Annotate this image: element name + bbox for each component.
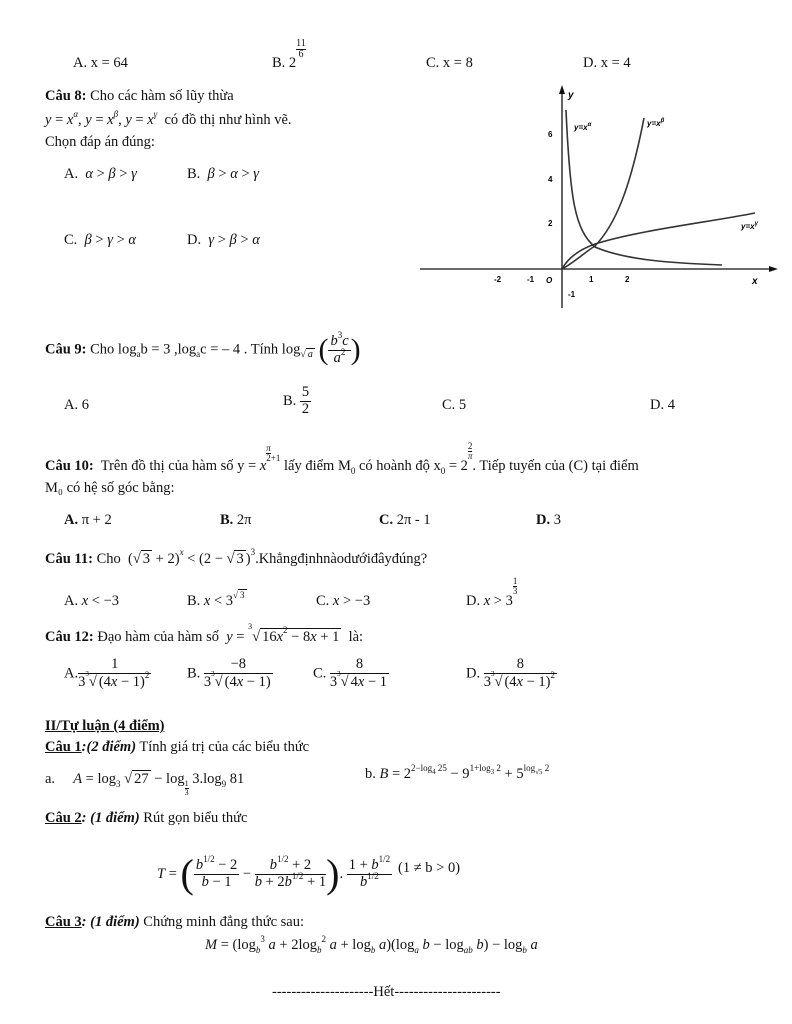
essay-q2-expression: T = ( $\frac{b^{1/2} - 2}{b - 1}$ − $\frac{b^{1/2} + 2}{b + 2b^{1/2} + 1}$ ) . $\frac{1 + b^{1/2}}{b^{1/2}}$ <box>157 851 391 896</box>
y-tick-4: 4 <box>548 175 553 184</box>
q9-answer-a: A. 6 <box>64 397 89 413</box>
q11-stem: Câu 11: Cho (√ 3 + 2)$^x$ < (2 − √ 3 )$^3$.Khẳngđịnhnàodướiđâyđúng? <box>45 547 428 567</box>
x-tick-2: 2 <box>625 275 630 284</box>
q12-answer-d: D. $\frac{8}{3^3√ (4x - 1)^2}$ <box>466 656 555 690</box>
q11-answer-c: C. x > −3 <box>316 593 371 609</box>
q12-answer-c: C. $\frac{8}{3^3√ 4x - 1}$ <box>313 656 388 690</box>
q8-stem: Câu 8: Cho các hàm số lũy thừa <box>45 88 234 104</box>
q10-answer-d: D. 3 <box>536 512 561 528</box>
q11-answer-a: A. x < −3 <box>64 593 120 609</box>
label-beta: $y=x^\beta$ <box>647 118 665 128</box>
y-axis-arrow <box>559 85 565 94</box>
q11-answer-b: B. $x < 3^{√ 3}$ <box>187 590 245 609</box>
y-axis-label: y <box>568 90 574 101</box>
q12-answer-b: B. $\frac{-8}{3^3√ (4x - 1)}$ <box>187 656 271 690</box>
label-alpha: $y=x^\alpha$ <box>574 122 592 132</box>
x-axis-label: x <box>752 276 758 287</box>
footer-end: ---------------------Hết---------------------- <box>272 984 501 1000</box>
q10-stem-line2: M₀ có hệ số góc bằng: <box>45 480 175 496</box>
q7-answer-a: A. x = 64 <box>73 55 128 71</box>
q8-answer-c: C. β > γ > α <box>64 232 136 248</box>
part2-title: II/Tự luận (4 điểm) <box>45 718 165 734</box>
q8-answer-d: D. γ > β > α <box>187 232 260 248</box>
x-tick-neg2: -2 <box>494 275 502 284</box>
q11-answer-d: D. x > 3 $\frac{1}{3}$ <box>466 576 518 609</box>
essay-q1a: a. $A = \log_3$ √ 27 − log $\frac{1}{3}$ $3.\log_9$ 81 <box>45 771 245 797</box>
q7-answer-b: B. 2 $\frac{11}{6}$ <box>272 38 306 71</box>
q9-answer-c: C. 5 <box>442 397 467 413</box>
q10-answer-a: A. π + 2 <box>64 512 112 528</box>
essay-q2: Câu 2: (1 điểm) Rút gọn biểu thức <box>45 810 248 826</box>
origin-label: O <box>546 276 553 285</box>
curve-beta <box>562 118 644 269</box>
q7-answer-d: D. x = 4 <box>583 55 631 71</box>
x-axis-arrow <box>769 266 778 272</box>
q8-answer-b: B. β > α > γ <box>187 166 259 182</box>
label-gamma: $y=x^\gamma$ <box>741 221 758 231</box>
q12-answer-a: A. $\frac{1}{3^3√ (4x - 1)^2}$ <box>64 656 150 690</box>
q10-stem: Câu 10: Trên đồ thị của hàm số y = x $\frac{\pi}{2}$ +1 lấy điểm $M_0$ có hoành độ $x_0 = 2$ $\frac{2}{\pi}$ . Tiếp tuyến của (C) tại điểm <box>45 441 639 476</box>
y-tick-neg1: -1 <box>568 290 576 299</box>
q12-stem: Câu 12: Đạo hàm của hàm số y = $^3$√ $16x^2 - 8x + 1$ là: <box>45 622 364 645</box>
y-tick-6: 6 <box>548 130 553 139</box>
q7-answer-c: C. x = 8 <box>426 55 473 71</box>
essay-q1b: b. $B = 2^{2-log_4 25} - 9^{1+log_3 2} + 5^{log_{√5} 2}$ <box>365 763 550 782</box>
essay-q3-expression: $M = (\log_b^3$ $a + 2\log_b^2$ $a + \log_b a)(\log_a$ $b - \log_{ab} b) - \log_b a$ <box>205 934 538 955</box>
q9-answer-b: B. $\frac{5}{2}$ <box>283 384 310 417</box>
essay-q2-condition: (1 ≠ b > 0) <box>398 860 461 876</box>
essay-q1: Câu 1:(2 điểm) Tính giá trị của các biểu thức <box>45 739 310 755</box>
x-tick-neg1: -1 <box>527 275 535 284</box>
q8-graph <box>410 80 780 312</box>
x-tick-1: 1 <box>589 275 594 284</box>
q8-instruction: Chọn đáp án đúng: <box>45 134 155 150</box>
q10-answer-c: C. 2π - 1 <box>379 512 431 528</box>
essay-q3: Câu 3: (1 điểm) Chứng minh đẳng thức sau: <box>45 914 304 930</box>
q8-functions: $y = x^\alpha$, $y = x^\beta$, $y = x^\gamma$ có đồ thị như hình vẽ. <box>45 109 292 128</box>
q9-answer-d: D. 4 <box>650 397 675 413</box>
q9-stem: Câu 9: Cho $\log_ab = 3$ $,\log_ac$ = – 4 . Tính $\log_{√ a}$ ( $\frac{b^3c}{a^2}$ ) <box>45 329 361 366</box>
curve-alpha <box>566 110 722 265</box>
q10-answer-b: B. 2π <box>220 512 252 528</box>
q8-answer-a: A. α > β > γ <box>64 166 137 182</box>
y-tick-2: 2 <box>548 219 553 228</box>
